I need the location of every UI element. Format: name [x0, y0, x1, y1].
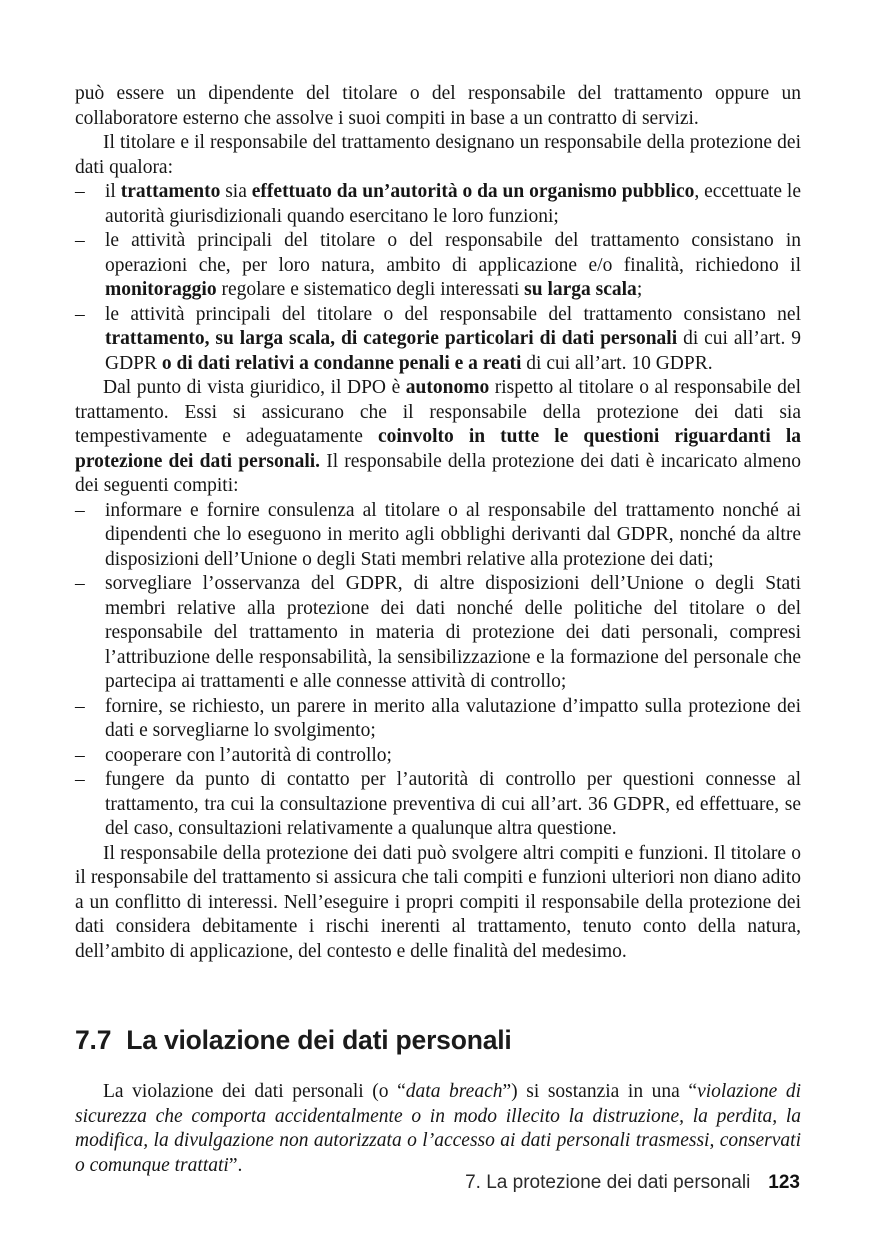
bullet-dash-icon: – [75, 499, 85, 521]
bullet-text [105, 303, 801, 377]
page-footer [465, 1172, 800, 1194]
bullet-dash-icon: – [75, 769, 85, 790]
text-run: Il responsabile della protezione dei dati può svolgere altri compiti e funzioni. Il titolare o il responsabile del trattamento si assicura che tali compiti e funzioni ulteriori non diano adito a un conflitto di interessi. Nell’eseguire i propri compiti il responsabile della protezione dei dati considera debitamente i rischi inerenti al trattamento, tenuto conto della natura, dell’ambito di applicazione, del contesto e delle finalità del medesimo. [75, 842, 801, 962]
text-run: ”) si sostanzia in una “ [502, 1081, 698, 1103]
text-run: Il responsabile della protezione dei dati è incaricato almeno dei seguenti compiti: [75, 450, 801, 496]
text-run: può essere un dipendente del titolare o del responsabile del trattamento oppure un collaboratore esterno che assolve i suoi compiti in base a un contratto di servizi. [75, 83, 801, 129]
bold-text-run: monitoraggio [105, 279, 217, 300]
text-run: rispetto al titolare o al responsabile del trattamento. Essi si assicurano che il responsabile della protezione dei dati sia tempestivamente e adeguatamente [75, 377, 801, 447]
text-run: Il titolare e il responsabile del trattamento designano un responsabile della protezione dei dati qualora: [75, 132, 801, 178]
section-heading [75, 1025, 801, 1055]
italic-text-run: violazione di sicurezza che comporta accidentalmente o in modo illecito la distruzione, la perdita, la modifica, la divulgazione non autorizzata o l’accesso ai dati personali trasmessi, conservati o comunque trattati [75, 1081, 801, 1176]
text-run: il [105, 181, 121, 202]
bullet-dash-icon: – [75, 573, 85, 594]
bullet-dash-icon: – [75, 744, 85, 766]
text-run: informare e fornire consulenza al titolare o al responsabile del trattamento nonché ai dipendenti che lo eseguono in merito agli obblighi derivanti dal GDPR, nonché da altre disposizioni dell’Unione o degli Stati membri relative alla protezione dei dati; [105, 499, 801, 570]
text-run: , eccettuate le autorità giurisdizionali quando esercitano le loro funzioni; [105, 181, 801, 227]
body-paragraph [75, 376, 801, 499]
text-run: Dal punto di vista giuridico, il DPO è [103, 377, 406, 398]
body-paragraph [75, 82, 801, 131]
text-run: sia [220, 181, 252, 202]
text-run: le attività principali del titolare o del responsabile del trattamento consistano nel [105, 303, 801, 325]
bullet-dash-icon: – [75, 695, 85, 717]
text-run: sorvegliare l’osservanza del GDPR, di altre disposizioni dell’Unione o degli Stati membri relative alla protezione dei dati nonché delle politiche del titolare o del responsabile del trattamento in materia di protezione dei dati personali, compresi l’attribuzione delle responsabilità, la sensibilizzazione e la formazione del personale che partecipa ai trattamenti e alle connesse attività di controllo; [105, 573, 801, 692]
bullet-item [75, 303, 801, 377]
bullet-dash-icon: – [75, 230, 85, 251]
italic-text-run: data breach [405, 1081, 503, 1103]
page-number: 123 [768, 1172, 800, 1193]
text-flow [75, 82, 801, 1178]
bullet-text [105, 229, 801, 303]
bullet-text [105, 499, 801, 573]
bullet-item [75, 180, 801, 229]
text-run: fungere da punto di contatto per l’autorità di controllo per questioni connesse al trattamento, tra cui la consultazione preventiva di cui all’art. 36 GDPR, ed effettuare, se del caso, consultazioni relativamente a qualunque altra questione. [105, 769, 801, 839]
bullet-dash-icon: – [75, 303, 85, 325]
text-run: fornire, se richiesto, un parere in merito alla valutazione d’impatto sulla protezione dei dati e sorvegliarne lo svolgimento; [105, 695, 801, 741]
bullet-dash-icon: – [75, 181, 85, 202]
bullet-item [75, 499, 801, 573]
bold-text-run: su larga scala [524, 279, 637, 300]
text-run: di cui all’art. 10 GDPR. [521, 352, 713, 374]
bullet-item [75, 572, 801, 695]
text-run: di cui all’art. 9 GDPR [105, 328, 801, 374]
bold-text-run: coinvolto in tutte le questioni riguardanti la protezione dei dati personali. [75, 426, 801, 472]
bold-text-run: o di dati relativi a condanne penali e a reati [161, 352, 522, 374]
body-paragraph [75, 1080, 801, 1178]
running-footer-text: 7. La protezione dei dati personali [465, 1172, 751, 1193]
body-paragraph [75, 131, 801, 180]
bold-text-run: effettuato da un’autorità o da un organismo pubblico [251, 181, 695, 202]
section-number: 7.7 [75, 1025, 112, 1055]
bold-text-run: trattamento, su larga scala, di categorie particolari di dati personali [105, 328, 678, 349]
bullet-item [75, 229, 801, 303]
text-run: ”. [228, 1154, 243, 1176]
section-title: La violazione dei dati personali [126, 1025, 512, 1055]
bullet-text [105, 768, 801, 842]
bullet-text [105, 744, 801, 769]
bold-text-run: autonomo [405, 377, 490, 398]
text-run: La violazione dei dati personali (o “ [103, 1081, 406, 1103]
bold-text-run: trattamento [120, 181, 221, 202]
bullet-text [105, 572, 801, 695]
text-run: le attività principali del titolare o del responsabile del trattamento consistano in operazioni che, per loro natura, ambito di applicazione e/o finalità, richiedono il [105, 230, 801, 276]
bullet-text [105, 180, 801, 229]
text-run: regolare e sistematico degli interessati [216, 279, 525, 300]
text-run: cooperare con l’autorità di controllo; [105, 744, 392, 766]
body-paragraph [75, 842, 801, 965]
bullet-item [75, 744, 801, 769]
text-run: ; [636, 279, 643, 300]
bullet-item [75, 768, 801, 842]
bullet-item [75, 695, 801, 744]
bullet-text [105, 695, 801, 744]
